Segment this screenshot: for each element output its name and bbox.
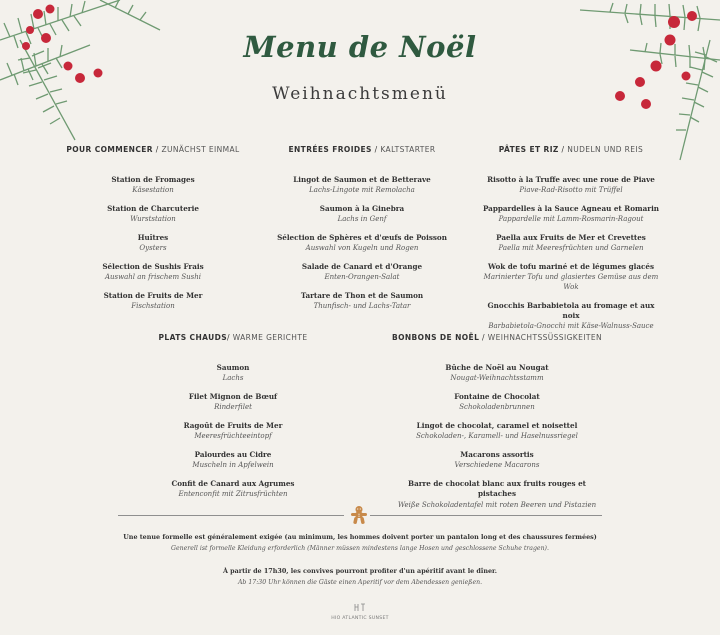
section-heading-fr: PÂTES ET RIZ xyxy=(498,145,559,154)
section-heading: BONBONS DE NOËL / WEIHNACHTSSÜSSIGKEITEN xyxy=(391,333,602,342)
menu-item-de: Lachs-Lingote mit Remolacha xyxy=(309,186,415,194)
menu-item xyxy=(478,233,664,253)
section-heading-fr: ENTRÉES FROIDES xyxy=(288,145,372,154)
menu-item xyxy=(65,204,241,224)
dress-code-note-de: Generell ist formelle Kleidung erforderlich (Männer müssen mindestens lange Hosen und geschlossene Schuhe tragen). xyxy=(171,545,549,552)
menu-item-de: Auswahl an frischem Sushi xyxy=(104,273,202,281)
menu-item xyxy=(390,450,604,470)
menu-item-fr: Bûche de Noël au Nougat xyxy=(445,363,549,372)
menu-item-de: Nougat-Weihnachtsstamm xyxy=(450,374,544,382)
gingerbread-man-icon xyxy=(349,505,369,525)
section-heading-fr: POUR COMMENCER xyxy=(66,145,153,154)
menu-item xyxy=(148,363,318,383)
menu-item xyxy=(478,175,664,195)
menu-item-fr: Lingot de chocolat, caramel et noisettel xyxy=(416,421,578,430)
menu-item-fr: Lingot de Saumon et de Betterave xyxy=(293,175,431,184)
menu-item-de: Piave-Rad-Risotto mit Trüffel xyxy=(519,186,623,194)
menu-item-fr: Sélection de Sushis Frais xyxy=(102,262,204,271)
menu-item-de: Lachs xyxy=(222,374,244,382)
menu-item xyxy=(390,421,604,441)
menu-item xyxy=(65,291,241,311)
menu-item-fr: Ragoût de Fruits de Mer xyxy=(183,421,283,430)
menu-item-de: Entenconfit mit Zitrusfrüchten xyxy=(178,490,288,498)
section-cold-starters xyxy=(277,145,447,320)
menu-item-fr: Station de Fruits de Mer xyxy=(103,291,203,300)
section-heading-de: WEIHNACHTSSÜSSIGKEITEN xyxy=(487,333,602,342)
menu-item-de: Schokoladen-, Karamell- und Haselnussriegel xyxy=(416,432,578,440)
menu-item-fr: Station de Fromages xyxy=(111,175,195,184)
menu-item-de: Lachs in Genf xyxy=(337,215,387,223)
menu-item-de: Marinierter Tofu und glasiertes Gemüse aus dem Wok xyxy=(483,273,659,291)
hotel-logo-text: HIO ATLANTIC SUNSET xyxy=(331,616,389,621)
menu-item-fr: Paella aux Fruits de Mer et Crevettes xyxy=(496,233,646,242)
menu-item-de: Verschiedene Macarons xyxy=(454,461,540,469)
section-starters xyxy=(65,145,241,320)
menu-item-de: Rinderfilet xyxy=(214,403,252,411)
menu-item-fr: Confit de Canard aux Agrumes xyxy=(171,479,295,488)
menu-item-de: Wurststation xyxy=(130,215,176,223)
menu-item xyxy=(277,175,447,195)
menu-item xyxy=(277,204,447,224)
menu-item-de: Oysters xyxy=(139,244,167,252)
menu-item-de: Weiße Schokoladentafel mit roten Beeren und Pistazien xyxy=(397,501,597,509)
pine-branch-left-decoration xyxy=(0,0,170,150)
section-heading-de: NUDELN UND REIS xyxy=(567,145,644,154)
menu-item-fr: Saumon xyxy=(216,363,250,372)
section-heading: ENTRÉES FROIDES / KALTSTARTER xyxy=(288,145,436,154)
section-hot-dishes xyxy=(148,333,318,508)
menu-subtitle: Weihnachtsmenü xyxy=(272,84,448,104)
menu-item-de: Käsestation xyxy=(132,186,174,194)
section-heading-de: WARME GERICHTE xyxy=(232,333,308,342)
section-heading-fr: PLATS CHAUDS xyxy=(158,333,228,342)
menu-item xyxy=(148,479,318,499)
menu-item-fr: Pappardelles à la Sauce Agneau et Romarin xyxy=(482,204,660,213)
menu-item-fr: Gnocchis Barbabietola au fromage et aux noix xyxy=(487,301,655,320)
menu-item-de: Schokoladenbrunnen xyxy=(459,403,535,411)
menu-item-fr: Risotto à la Truffe avec une roue de Piave xyxy=(487,175,655,184)
menu-item xyxy=(277,233,447,253)
menu-item xyxy=(390,479,604,511)
menu-item xyxy=(478,301,664,331)
menu-item-fr: Fontaine de Chocolat xyxy=(454,392,540,401)
menu-item-de: Barbabietola-Gnocchi mit Käse-Walnuss-Sauce xyxy=(488,322,654,330)
menu-item-de: Pappardelle mit Lamm-Rosmarin-Ragout xyxy=(498,215,644,223)
section-heading: PÂTES ET RIZ / NUDELN UND REIS xyxy=(498,145,644,154)
menu-item-de: Enten-Orangen-Salat xyxy=(324,273,400,281)
menu-item-fr: Saumon à la Ginebra xyxy=(319,204,405,213)
section-pasta-rice xyxy=(478,145,664,340)
menu-item xyxy=(148,450,318,470)
menu-item-fr: Palourdes au Cidre xyxy=(194,450,272,459)
menu-item-fr: Tartare de Thon et de Saumon xyxy=(300,291,424,300)
section-heading-de: KALTSTARTER xyxy=(380,145,436,154)
menu-item xyxy=(390,363,604,383)
menu-item-de: Paella mit Meeresfrüchten und Garnelen xyxy=(498,244,644,252)
menu-item xyxy=(65,233,241,253)
aperitif-note-fr: À partir de 17h30, les convives pourront profiter d'un apéritif avant le dîner. xyxy=(222,567,498,575)
menu-item-fr: Filet Mignon de Bœuf xyxy=(188,392,278,401)
section-heading: PLATS CHAUDS/ WARME GERICHTE xyxy=(158,333,308,342)
menu-item xyxy=(277,291,447,311)
section-christmas-sweets xyxy=(390,333,604,520)
menu-item-de: Auswahl von Kugeln und Rogen xyxy=(305,244,419,252)
section-heading-fr: BONBONS DE NOËL xyxy=(391,333,480,342)
menu-item xyxy=(277,262,447,282)
menu-item-fr: Macarons assortis xyxy=(460,450,534,459)
aperitif-note-de: Ab 17:30 Uhr können die Gäste einen Aperitif vor dem Abendessen genießen. xyxy=(237,579,483,586)
menu-item xyxy=(65,262,241,282)
menu-item-fr: Station de Charcuterie xyxy=(107,204,199,213)
menu-item-de: Fischstation xyxy=(131,302,175,310)
menu-item xyxy=(478,262,664,292)
menu-item xyxy=(478,204,664,224)
menu-item-fr: Sélection de Sphères et d'œufs de Poisson xyxy=(277,233,447,242)
menu-item-fr: Salade de Canard et d'Orange xyxy=(301,262,423,271)
menu-item-fr: Barre de chocolat blanc aux fruits rouges et pistaches xyxy=(408,479,586,498)
divider-right xyxy=(370,515,602,516)
menu-item xyxy=(390,392,604,412)
menu-item xyxy=(148,392,318,412)
menu-item-fr: Huîtres xyxy=(137,233,169,242)
dress-code-note-fr: Une tenue formelle est généralement exigée (au minimum, les hommes doivent porter un pantalon long et des chaussures fermées) xyxy=(123,533,597,541)
menu-item-de: Thunfisch- und Lachs-Tatar xyxy=(313,302,411,310)
section-heading-de: ZUNÄCHST EINMAL xyxy=(161,145,240,154)
menu-item-fr: Wok de tofu mariné et de légumes glacés xyxy=(487,262,655,271)
menu-item-de: Meeresfrüchteeintopf xyxy=(194,432,272,440)
section-heading: POUR COMMENCER / ZUNÄCHST EINMAL xyxy=(66,145,240,154)
pine-branch-right-decoration xyxy=(560,0,720,165)
menu-item-de: Muscheln in Apfelwein xyxy=(192,461,274,469)
hotel-logo-icon xyxy=(353,603,367,612)
divider-left xyxy=(118,515,344,516)
menu-title: Menu de Noël xyxy=(243,30,477,64)
hotel-logo xyxy=(330,597,390,621)
menu-item xyxy=(65,175,241,195)
menu-item xyxy=(148,421,318,441)
